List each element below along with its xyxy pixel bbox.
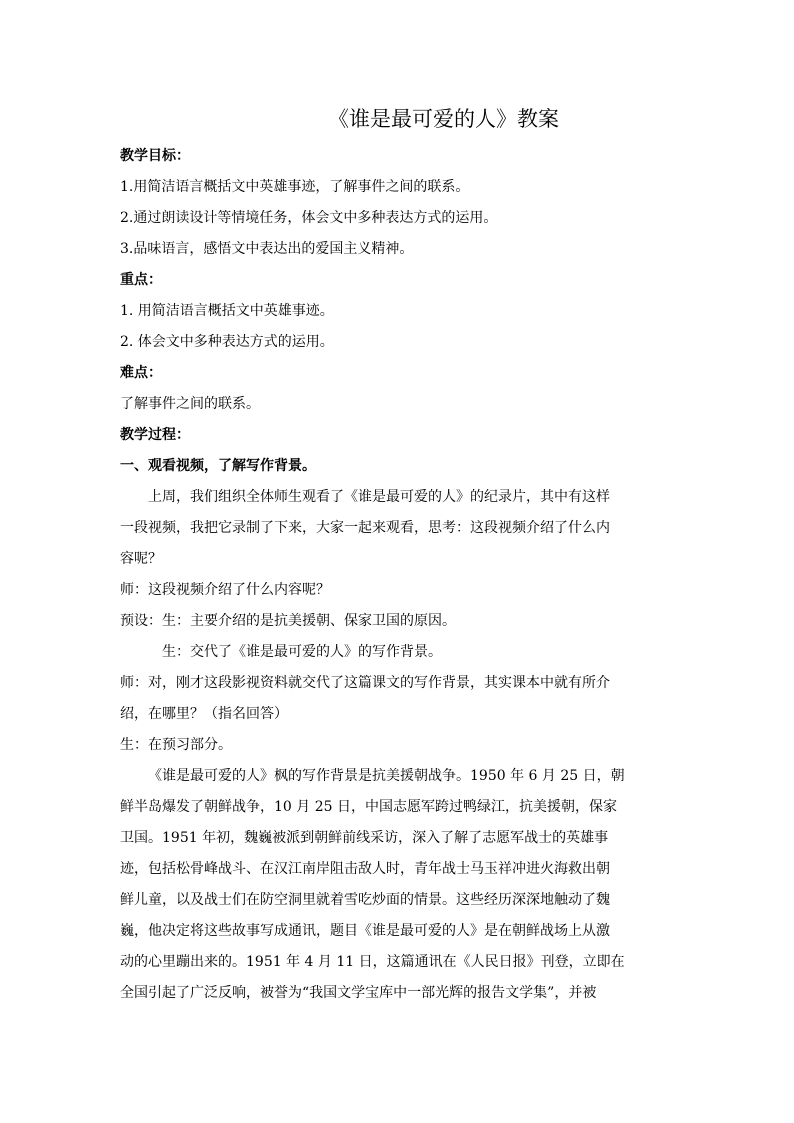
key-point-item-2: 2. 体会文中多种表达方式的运用。 [120,334,334,350]
document-title: 《谁是最可爱的人》教案 [328,107,559,131]
key-point-item-1: 1. 用简洁语言概括文中英雄事迹。 [120,303,334,319]
paragraph-line: 一段视频，我把它录制了下来，大家一起来观看，思考：这段视频介绍了什么内 [120,520,610,536]
paragraph-line: 上周，我们组织全体师生观看了《谁是最可爱的人》的纪录片，其中有这样 [148,489,610,505]
paragraph-line: 鲜半岛爆发了朝鲜战争，10 月 25 日，中国志愿军跨过鸭绿江，抗美援朝，保家 [120,799,617,815]
section-heading-key-points: 重点： [120,272,162,288]
dialogue-line-student: 生：交代了《谁是最可爱的人》的写作背景。 [162,644,442,660]
difficulty-item: 了解事件之间的联系。 [120,396,260,412]
objective-item-1: 1.用简洁语言概括文中英雄事迹，了解事件之间的联系。 [120,179,470,195]
dialogue-line-teacher: 师：对，刚才这段影视资料就交代了这篇课文的写作背景，其实课本中就有所介 [120,675,610,691]
paragraph-line: 全国引起了广泛反响，被誉为“我国文学宝库中一部光辉的报告文学集”，并被 [120,985,597,1001]
dialogue-line-student: 预设：生：主要介绍的是抗美援朝、保家卫国的原因。 [120,613,456,629]
dialogue-line-teacher: 师：这段视频介绍了什么内容呢？ [120,582,330,598]
paragraph-line: 卫国。1951 年初，魏巍被派到朝鲜前线采访，深入了解了志愿军战士的英雄事 [120,830,609,846]
paragraph-line: 迹，包括松骨峰战斗、在汉江南岸阻击敌人时，青年战士马玉祥冲进火海救出朝 [120,861,610,877]
section-heading-process: 教学过程： [120,427,190,443]
objective-item-3: 3.品味语言，感悟文中表达出的爱国主义精神。 [120,241,414,257]
section-heading-objectives: 教学目标： [120,148,190,164]
process-step-heading-1: 一、观看视频，了解写作背景。 [120,458,316,474]
section-heading-difficulties: 难点： [120,365,162,381]
paragraph-line: 鲜儿童，以及战士们在防空洞里就着雪吃炒面的情景。这些经历深深地触动了魏 [120,892,610,908]
objective-item-2: 2.通过朗读设计等情境任务，体会文中多种表达方式的运用。 [120,210,498,226]
paragraph-line: 容呢？ [120,551,162,567]
paragraph-line: 巍，他决定将这些故事写成通讯，题目《谁是最可爱的人》是在朝鲜战场上从激 [120,923,610,939]
paragraph-line: 动的心里蹦出来的。1951 年 4 月 11 日，这篇通讯在《人民日报》刊登，立即在 [120,954,625,970]
dialogue-line-student: 生：在预习部分。 [120,737,232,753]
dialogue-line-teacher: 绍，在哪里？（指名回答） [120,706,288,722]
paragraph-line: 《谁是最可爱的人》枫的写作背景是抗美援朝战争。1950 年 6 月 25 日，朝 [148,768,625,784]
